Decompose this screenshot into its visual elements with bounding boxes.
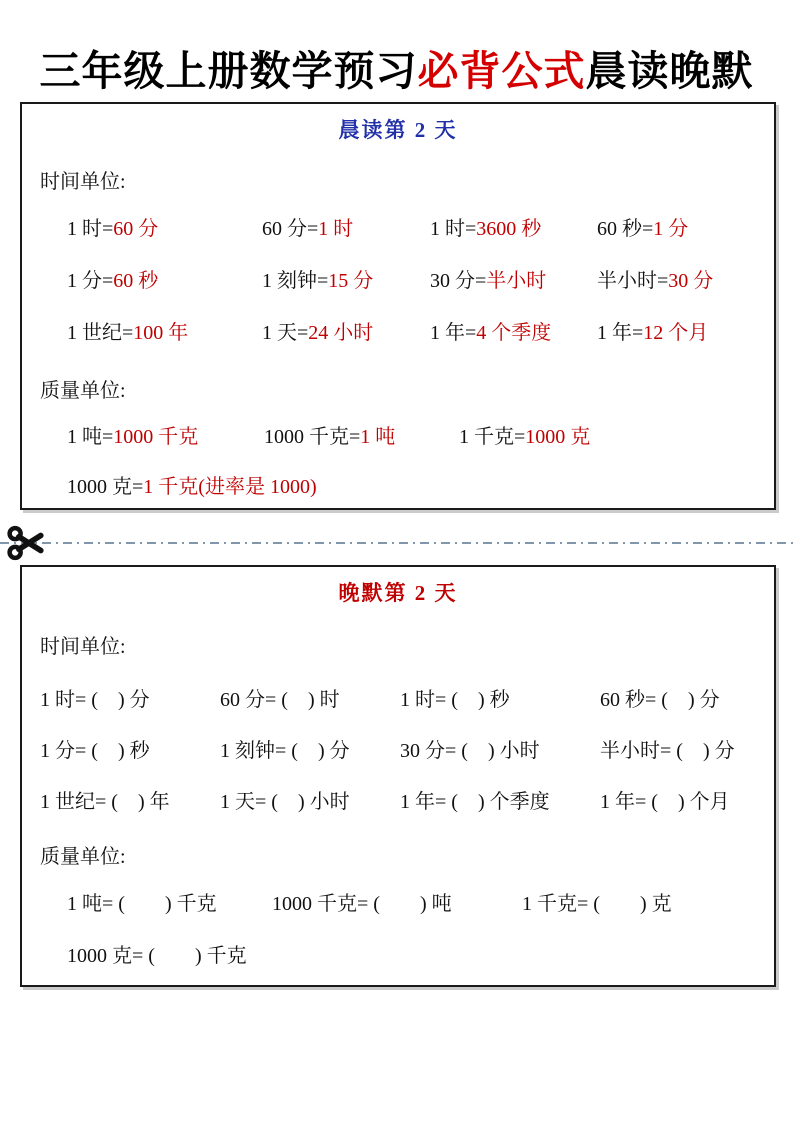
title-prefix: 三年级上册数学预习 (39, 48, 418, 94)
formula-answer: 1000 千克 (113, 426, 199, 448)
evening-mass-row (22, 930, 774, 982)
formula: 1000 千克=1 吨 (264, 426, 396, 448)
formula: 1 刻钟=15 分 (262, 270, 374, 292)
fill-blank-formula: 30 分= ( ) 小时 (400, 739, 540, 762)
formula: 1 时=3600 秒 (430, 218, 542, 240)
formula: 1 年=12 个月 (597, 322, 709, 344)
fill-blank-formula: 1 年= ( ) 个月 (600, 790, 730, 813)
fill-blank-formula: 60 秒= ( ) 分 (600, 688, 720, 711)
fill-blank-formula: 1 天= ( ) 小时 (220, 790, 350, 813)
formula-answer: 1 吨 (360, 426, 396, 448)
formula: 1 吨=1000 千克 (67, 426, 199, 448)
title-suffix: 晨读晚默 (585, 48, 754, 94)
formula-answer: 60 分 (113, 218, 159, 240)
cut-dashed-line (0, 542, 793, 544)
formula-answer: 4 个季度 (476, 322, 552, 344)
fill-blank-formula: 1 时= ( ) 分 (40, 688, 150, 711)
fill-blank-formula: 1 世纪= ( ) 年 (40, 790, 170, 813)
formula: 30 分=半小时 (430, 270, 547, 292)
formula: 60 秒=1 分 (597, 218, 689, 240)
morning-reading-box (20, 102, 776, 510)
morning-time-row (22, 255, 774, 307)
formula: 1 时=60 分 (67, 218, 159, 240)
formula: 1 世纪=100 年 (67, 322, 189, 344)
formula-answer: 30 分 (668, 270, 714, 292)
fill-blank-formula: 半小时= ( ) 分 (600, 739, 735, 762)
morning-mass-row (22, 412, 774, 462)
fill-blank-formula: 1 千克= ( ) 克 (522, 893, 672, 915)
formula: 1 天=24 小时 (262, 322, 374, 344)
formula: 1 年=4 个季度 (430, 322, 552, 344)
formula-answer: 15 分 (328, 270, 374, 292)
evening-time-row (22, 725, 774, 776)
formula: 60 分=1 时 (262, 218, 354, 240)
morning-time-row (22, 203, 774, 255)
formula-answer: 60 秒 (113, 270, 159, 292)
formula-answer: 1000 克 (525, 426, 591, 448)
formula: 1000 克=1 千克(进率是 1000) (67, 476, 317, 498)
formula-answer: 半小时 (486, 270, 547, 292)
evening-mass-row (22, 878, 774, 930)
evening-time-units-label: 时间单位: (40, 636, 126, 658)
title-highlight: 必背公式 (417, 48, 586, 94)
fill-blank-formula: 60 分= ( ) 时 (220, 688, 340, 711)
formula-answer: 3600 秒 (476, 218, 542, 240)
fill-blank-formula: 1 吨= ( ) 千克 (67, 893, 217, 915)
fill-blank-formula: 1 时= ( ) 秒 (400, 688, 510, 711)
formula-answer: 12 个月 (643, 322, 709, 344)
fill-blank-formula: 1 年= ( ) 个季度 (400, 790, 550, 813)
page-title (0, 38, 793, 97)
formula: 1 分=60 秒 (67, 270, 159, 292)
scissors-icon (7, 524, 47, 562)
morning-time-row (22, 307, 774, 359)
fill-blank-formula: 1000 千克= ( ) 吨 (272, 893, 452, 915)
formula-answer: 1 千克(进率是 1000) (143, 476, 317, 498)
fill-blank-formula: 1000 克= ( ) 千克 (67, 945, 247, 967)
fill-blank-formula: 1 刻钟= ( ) 分 (220, 739, 350, 762)
formula-answer: 1 分 (653, 218, 689, 240)
evening-time-row (22, 674, 774, 725)
fill-blank-formula: 1 分= ( ) 秒 (40, 739, 150, 762)
evening-box-header: 晚默第 2 天 (338, 581, 458, 605)
morning-time-units-label: 时间单位: (40, 171, 126, 193)
evening-time-row (22, 776, 774, 827)
evening-mass-units-label: 质量单位: (40, 846, 126, 868)
formula: 1 千克=1000 克 (459, 426, 591, 448)
formula-answer: 1 时 (318, 218, 354, 240)
formula-answer: 100 年 (133, 322, 189, 344)
morning-box-header: 晨读第 2 天 (338, 118, 458, 142)
morning-mass-row (22, 462, 774, 512)
formula: 半小时=30 分 (597, 270, 714, 292)
evening-dictation-box (20, 565, 776, 987)
morning-mass-units-label: 质量单位: (40, 380, 126, 402)
formula-answer: 24 小时 (308, 322, 374, 344)
